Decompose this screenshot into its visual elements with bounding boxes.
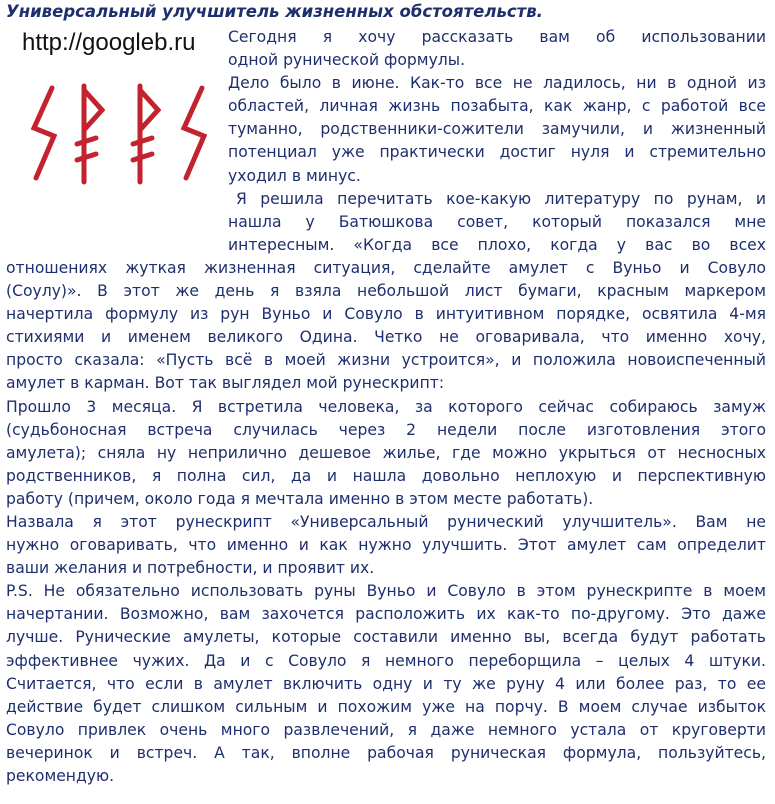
text-line: родственников, я полна сил, да и нашла довольно неплохую и перспективную [6, 466, 766, 485]
text-line: лучше. Рунические амулеты, которые составили именно вы, всегда будут работать [6, 628, 766, 647]
text-line: начертила формулу из рун Вуньо и Совуло в интуитивном порядке, освятила 4-мя [6, 305, 766, 324]
text-line: амулет в карман. Вот так выглядел мой рунескрипт: [6, 374, 445, 393]
text-line: P.S. Не обязательно использовать руны Вуньо и Совуло в этом рунескрипте в моем [6, 582, 766, 601]
text-line: работу (причем, около года я мечтала именно в этом месте работать). [6, 489, 594, 508]
text-line: (Соулу)». В этот же день я взяла небольшой лист бумаги, красным маркером [6, 282, 766, 301]
text-line: ваши желания и потребности, и проявит их. [6, 559, 375, 578]
text-line: амулета); сняла ну неприлично дешевое жилье, где можно укрыться от несносных [6, 443, 766, 462]
text-line: нужно оговаривать, что именно и как нужно улучшить. Этот амулет сам определит [6, 536, 766, 555]
text-line: (судьбоносная встреча случилась через 2 недели после изготовления этого [6, 420, 766, 439]
text-line: уходил в минус. [228, 166, 361, 185]
text-line: Сегодня я хочу рассказать вам об использовании [228, 28, 766, 46]
text-line: просто сказала: «Пусть всё в моей жизни устроится», и положила новоиспеченный [6, 351, 766, 370]
text-line: Я решила перечитать кое-какую литературу по рунам, и [236, 189, 766, 208]
article-body [6, 26, 766, 788]
text-line: Считается, что если в амулет включить одну и ту же руну 4 или более раз, то ее [6, 674, 766, 693]
text-line: начертании. Возможно, вам захочется расположить их как-то по-другому. Это даже [6, 605, 766, 624]
text-line: вечеринок и встреч. А так, вполне рабочая руническая формула, пользуйтесь, [6, 743, 766, 762]
text-line: действие будет слишком сильным и похожим уже на порчу. В моем случае избыток [6, 697, 766, 716]
text-line: Совуло привлек очень много развлечений, я даже немного устала от круговерти [6, 720, 766, 739]
text-line: интересным. «Когда все плохо, когда у вас во всех [228, 235, 766, 254]
watermark: http://googleb.ru [22, 29, 196, 56]
text-line: областей, личная жизнь позабыта, как жанр, с работой все [228, 97, 766, 116]
text-line: одной рунической формулы. [228, 51, 466, 70]
text-line: Прошло 3 месяца. Я встретила человека, за которого сейчас собираюсь замуж [6, 397, 766, 416]
text-line: потенциал уже практически достиг нуля и стремительно [228, 143, 766, 162]
article-title: Универсальный улучшитель жизненных обстоятельств. [6, 2, 543, 21]
text-line: эффективнее чужих. Да и с Совуло я немного переборщила – целых 4 штуки. [6, 651, 766, 670]
text-line: Дело было в июне. Как-то все не ладилось, ни в одной из [228, 74, 766, 93]
text-line: туманно, родственники-сожители замучили, и жизненный [228, 120, 766, 139]
text-line: стихиями и именем великого Одина. Четко не оговаривала, что именно хочу, [6, 328, 766, 347]
text-line: рекомендую. [6, 767, 115, 785]
text-line: Назвала я этот рунескрипт «Универсальный рунический улучшитель». Вам не [6, 512, 766, 531]
text-line: отношениях жуткая жизненная ситуация, сделайте амулет с Вуньо и Совуло [6, 258, 766, 277]
text-line: нашла у Батюшкова совет, который показался мне [228, 212, 766, 231]
